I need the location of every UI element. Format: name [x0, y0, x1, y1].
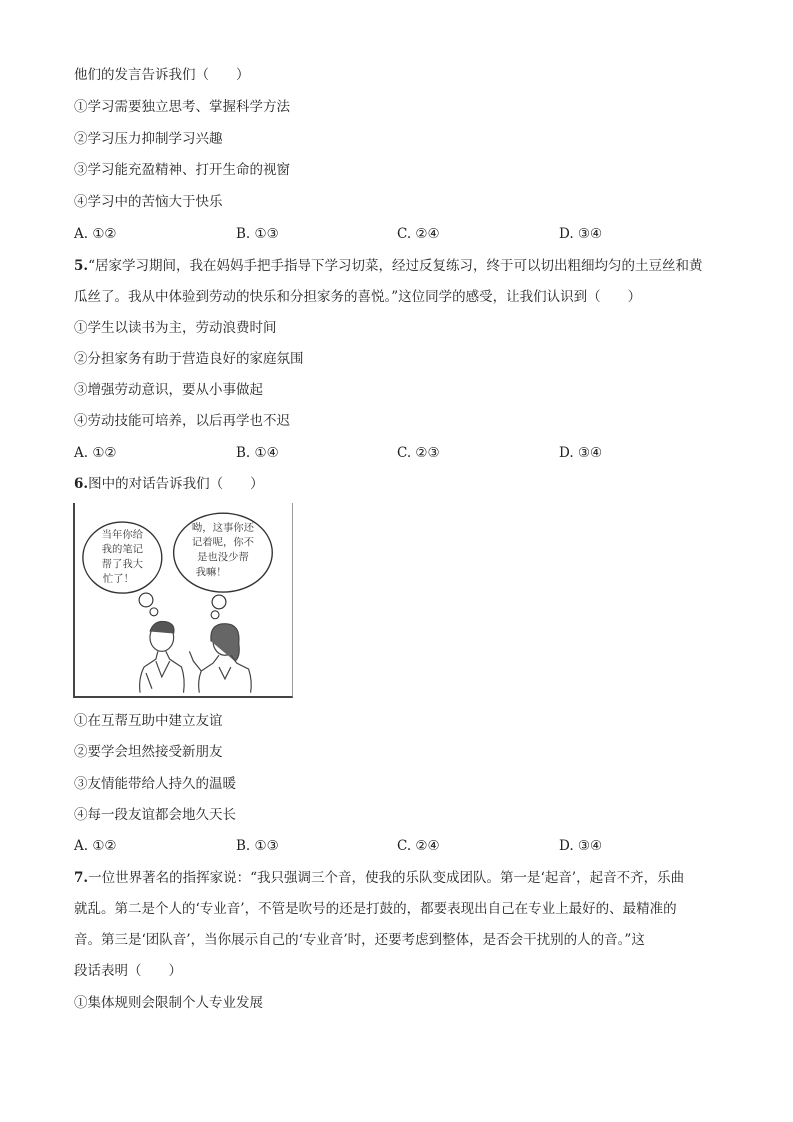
left-bubble-line-3: 帮了我大 [101, 558, 144, 571]
q4-option-b[interactable]: B. ①③ [236, 226, 279, 242]
q7-stem-line-3: 音。第三是‘团队音’，当你展示自己的‘专业音’时，还要考虑到整体，是否会干扰别的人的音。”这 [74, 932, 645, 948]
q7-item-1: ①集体规则会限制个人专业发展 [74, 995, 263, 1011]
right-bubble-line-1: 呦，这事你还 [191, 521, 254, 534]
right-bubble-line-3: 是也没少帮 [197, 551, 249, 564]
girl-figure [189, 624, 251, 693]
q5-stem-text-1: “居家学习期间，我在妈妈手把手指导下学习切菜，经过反复练习，终于可以切出粗细均匀的土豆丝和黄 [88, 258, 703, 274]
q4-option-c[interactable]: C. ②④ [397, 226, 440, 242]
q7-stem-line-1 [74, 869, 684, 887]
q5-item-4: ④劳动技能可培养，以后再学也不迟 [74, 413, 290, 429]
q5-stem-line-2: 瓜丝了。我从中体验到劳动的快乐和分担家务的喜悦。”这位同学的感受，让我们认识到（ ） [74, 289, 642, 305]
q4-item-4: ④学习中的苦恼大于快乐 [74, 194, 223, 210]
q6-option-a[interactable]: A. ①② [74, 838, 117, 854]
q5-item-2: ②分担家务有助于营造良好的家庭氛围 [74, 351, 304, 367]
left-bubble-line-2: 我的笔记 [101, 543, 144, 556]
q6-option-b[interactable]: B. ①③ [236, 838, 279, 854]
q6-item-3: ③友情能带给人持久的温暖 [74, 776, 236, 792]
q6-stem-line [74, 475, 264, 493]
q5-option-a[interactable]: A. ①② [74, 445, 117, 461]
right-bubble-line-4: 我嘛！ [195, 566, 227, 579]
q5-number: 5. [74, 258, 89, 274]
q7-stem-text-1: 一位世界著名的指挥家说：“我只强调三个音，使我的乐队变成团队。第一是‘起音’，起音不齐，乐曲 [88, 870, 685, 886]
q5-stem-line-1 [74, 257, 703, 275]
q6-option-d[interactable]: D. ③④ [559, 838, 603, 854]
q5-option-c[interactable]: C. ②③ [397, 445, 440, 461]
q4-option-a[interactable]: A. ①② [74, 226, 117, 242]
q7-stem-line-2: 就乱。第二是个人的‘专业音’，不管是吹号的还是打鼓的，都要表现出自己在专业上最好的、最精准的 [74, 901, 677, 917]
q5-option-d[interactable]: D. ③④ [559, 445, 603, 461]
q6-number: 6. [74, 476, 89, 492]
q6-item-1: ①在互帮互助中建立友谊 [74, 713, 223, 729]
right-bubble-line-2: 记着呢，你不 [191, 536, 254, 549]
boy-figure [140, 621, 185, 692]
left-bubble-line-1: 当年你给 [101, 528, 144, 541]
q4-option-d[interactable]: D. ③④ [559, 226, 603, 242]
q4-item-3: ③学习能充盈精神、打开生命的视窗 [74, 162, 290, 178]
q7-number: 7. [74, 870, 89, 886]
q5-item-1: ①学生以读书为主，劳动浪费时间 [74, 320, 277, 336]
q5-item-3: ③增强劳动意识，要从小事做起 [74, 382, 263, 398]
q6-option-c[interactable]: C. ②④ [397, 838, 440, 854]
q4-item-1: ①学习需要独立思考、掌握科学方法 [74, 99, 290, 115]
friendship-cartoon [73, 503, 293, 698]
q6-stem-text: 图中的对话告诉我们（ ） [88, 476, 264, 492]
q6-item-4: ④每一段友谊都会地久天长 [74, 807, 236, 823]
q7-stem-line-4: 段话表明（ ） [74, 963, 182, 979]
q4-stem: 他们的发言告诉我们（ ） [74, 67, 250, 83]
q4-item-2: ②学习压力抑制学习兴趣 [74, 131, 223, 147]
q5-option-b[interactable]: B. ①④ [236, 445, 279, 461]
q6-item-2: ②要学会坦然接受新朋友 [74, 744, 223, 760]
left-bubble-line-4: 忙了！ [102, 573, 134, 586]
